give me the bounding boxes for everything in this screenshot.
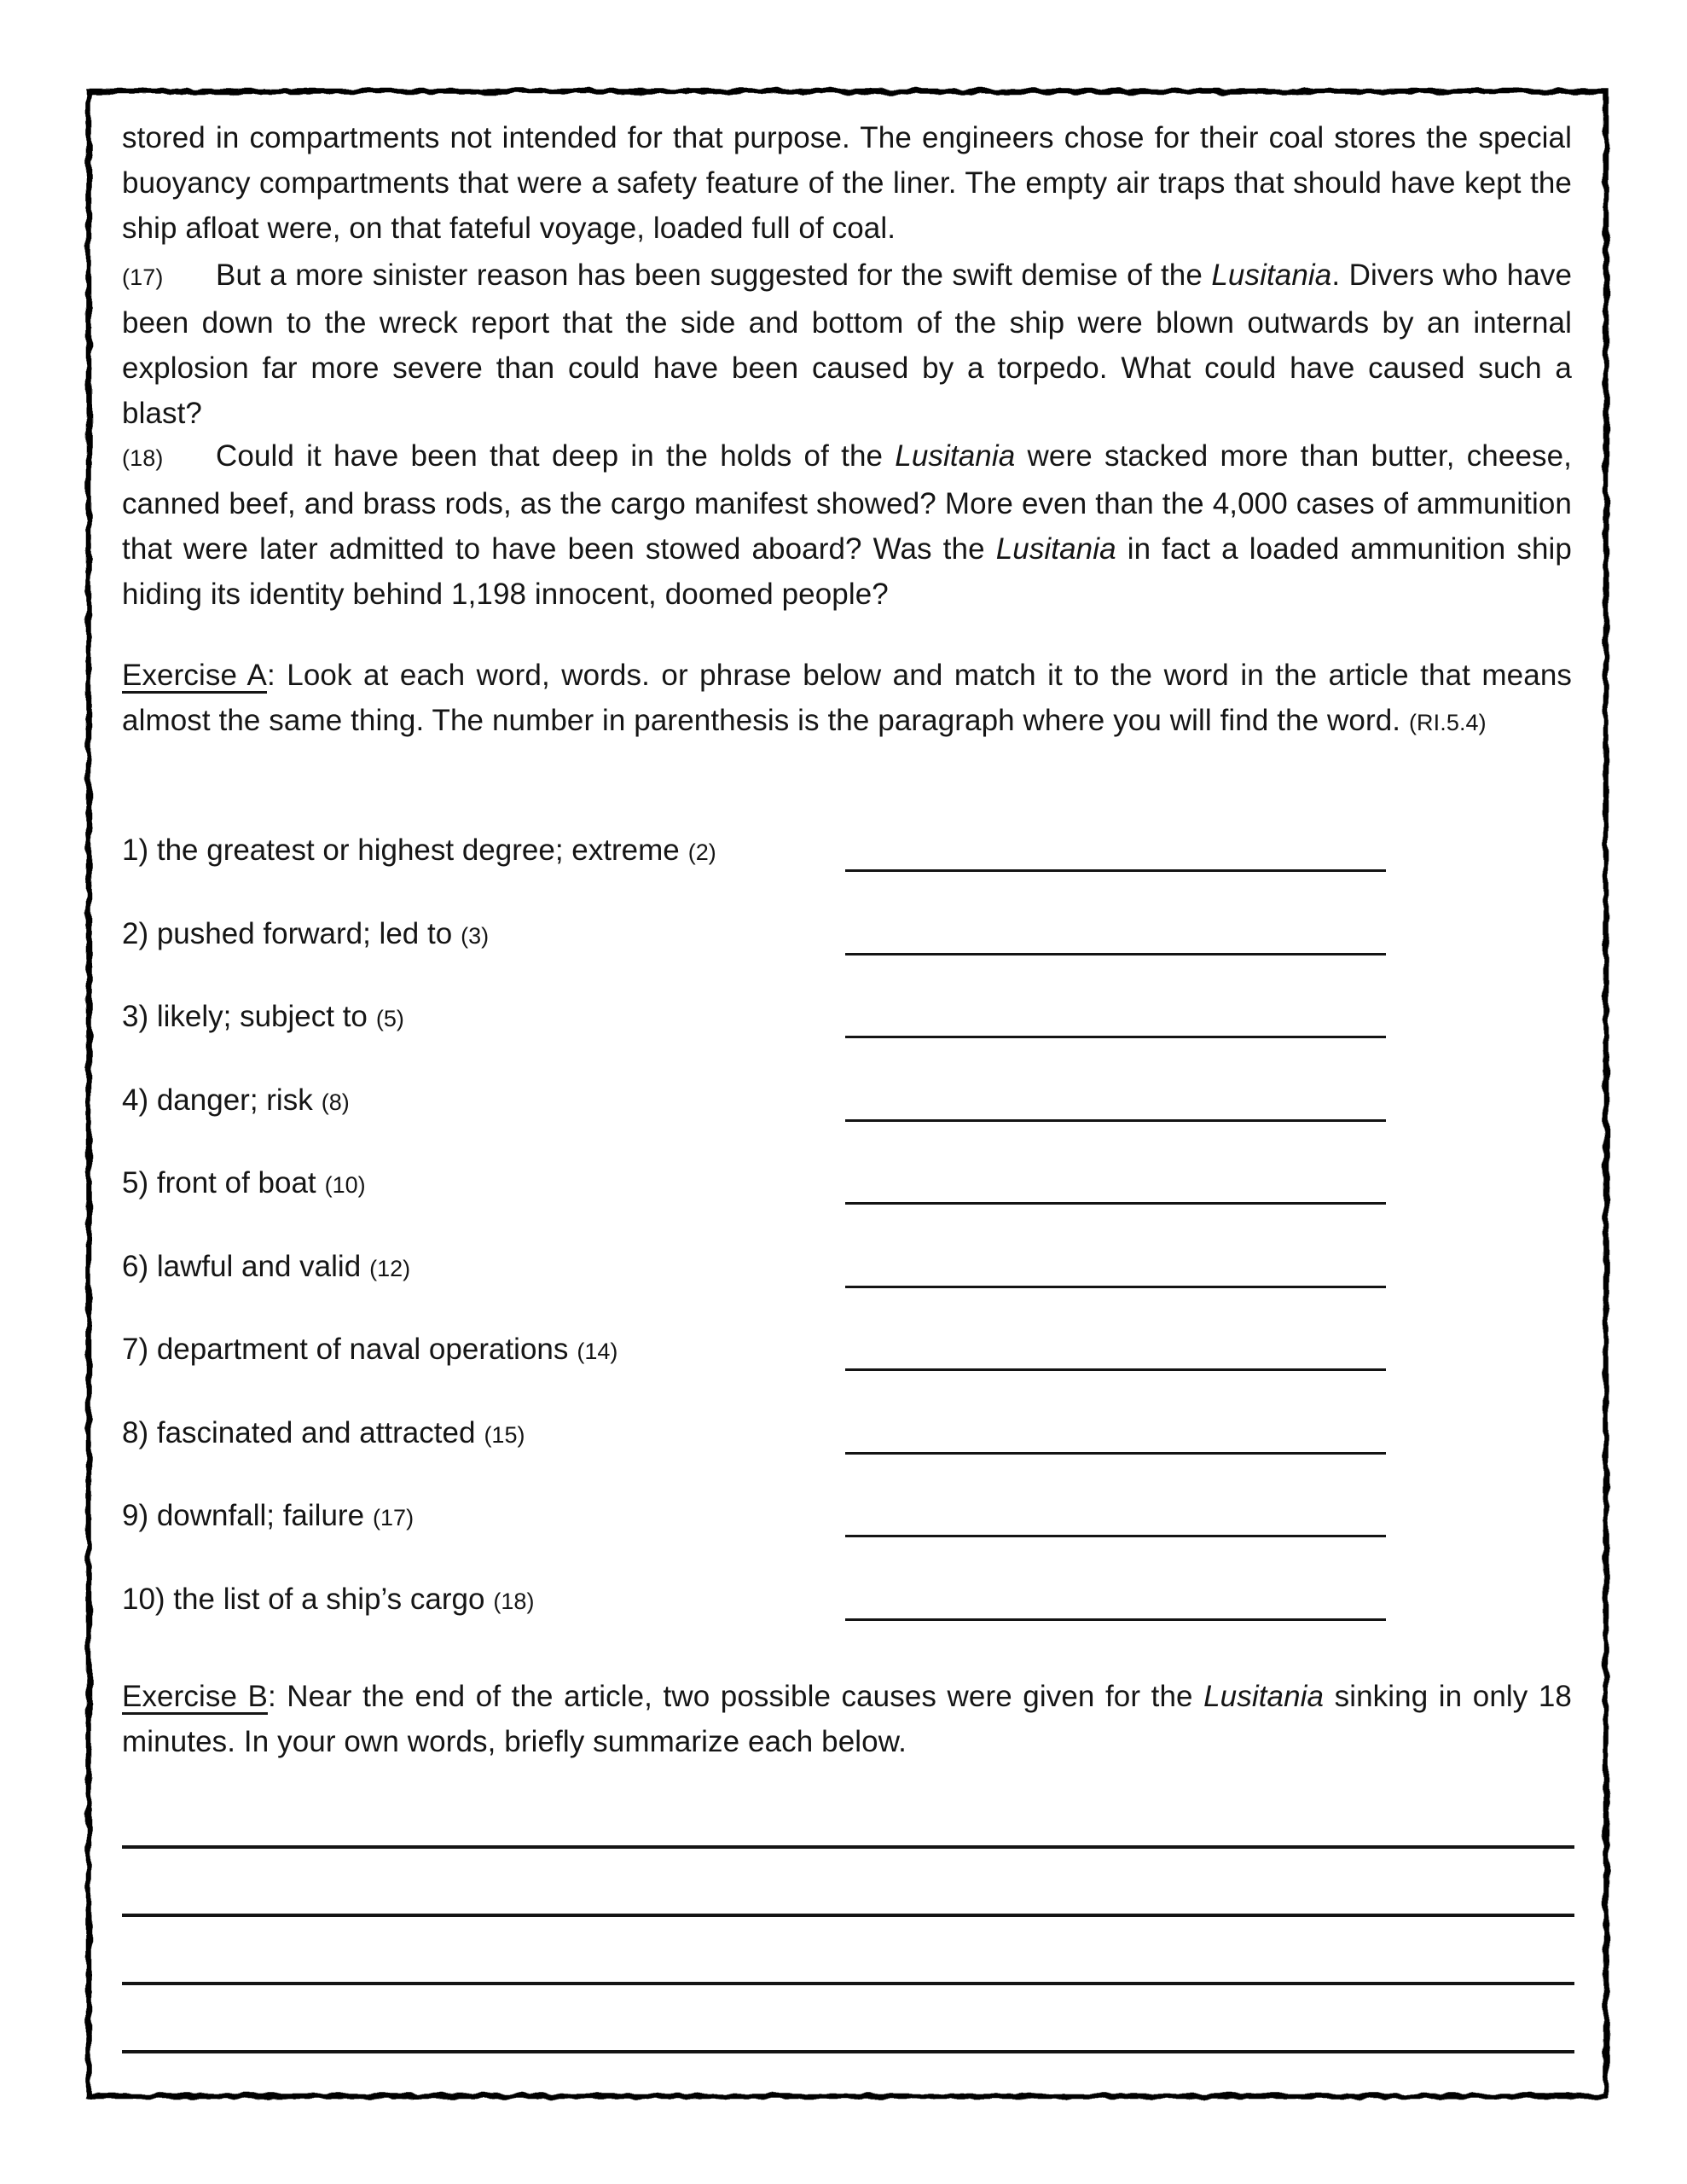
text-segment: Lusitania [1211, 258, 1332, 292]
item-paragraph-ref: (18) [493, 1588, 535, 1614]
text-segment: (17) [122, 264, 164, 290]
answer-blank-line [845, 994, 1386, 1038]
exercise-a-item [122, 1410, 1572, 1455]
answer-blank-line [845, 1077, 1386, 1122]
item-paragraph-ref: (3) [461, 922, 490, 949]
answer-blank-line [845, 1493, 1386, 1537]
item-label: 7) department of naval operations [122, 1333, 569, 1366]
item-label: 9) downfall; failure [122, 1499, 365, 1532]
exercise-a-item [122, 828, 1572, 873]
exercise-a-item [122, 1244, 1572, 1289]
item-label: 10) the list of a ship’s cargo [122, 1582, 485, 1616]
item-label: 5) front of boat [122, 1166, 316, 1199]
answer-blank-line [845, 1244, 1386, 1288]
exercise-a-item [122, 1577, 1572, 1622]
article-paragraph-17 [122, 253, 1572, 436]
text-segment: Could it have been that deep in the holds of the [216, 439, 896, 473]
item-paragraph-ref: (5) [375, 1006, 404, 1031]
writing-line [122, 1982, 1574, 1985]
text-segment: : Look at each word, words. or phrase below and match it to the word in the article that means almost the same thing. The number in parenthesis is the paragraph where you will find the word. [122, 659, 1572, 737]
text-segment: Lusitania [1203, 1680, 1325, 1713]
item-label: 1) the greatest or highest degree; extreme [122, 834, 680, 867]
answer-blank-line [845, 1160, 1386, 1205]
exercise-a-item [122, 1493, 1572, 1538]
exercise-b-instructions [122, 1674, 1572, 1764]
text-segment: . Divers who have been down to the wreck report that the side and bottom of the ship were blown outwards by an internal explosion far more severe than could have been caused by a torpedo. What could have caused such a blast? [122, 258, 1573, 430]
text-segment: : Near the end of the article, two possible causes were given for the [267, 1680, 1204, 1713]
text-segment: in fact a loaded ammunition ship hiding its identity behind 1,198 innocent, doomed people? [122, 532, 1572, 611]
text-segment: Lusitania [995, 532, 1116, 566]
item-label: 4) danger; risk [122, 1083, 313, 1117]
exercise-a-item [122, 1160, 1572, 1205]
item-paragraph-ref: (8) [321, 1089, 350, 1115]
item-paragraph-ref: (15) [484, 1421, 525, 1448]
article-paragraph-continuation [122, 115, 1572, 251]
exercise-a-item [122, 994, 1572, 1039]
writing-line [122, 1914, 1574, 1917]
text-segment: But a more sinister reason has been suggested for the swift demise of the [216, 258, 1212, 292]
item-paragraph-ref: (14) [577, 1339, 618, 1364]
text-segment: were stacked more than butter, cheese, canned beef, and brass rods, as the cargo manifest showed? More even than the 4,000 cases of ammunition that were later admitted to have been stowed aboard? Was the [122, 439, 1572, 566]
writing-line [122, 2050, 1574, 2053]
item-paragraph-ref: (17) [373, 1505, 415, 1531]
item-label: 6) lawful and valid [122, 1249, 362, 1283]
text-segment: (RI.5.4) [1408, 710, 1487, 735]
text-segment: Exercise A [122, 659, 267, 692]
text-segment: Lusitania [895, 439, 1016, 473]
answer-blank-line [845, 911, 1386, 956]
exercise-a-item [122, 911, 1572, 956]
exercise-a-item [122, 1327, 1572, 1372]
answer-blank-line [845, 1577, 1386, 1621]
text-segment: sinking in only 18 minutes. In your own words, briefly summarize each below. [122, 1680, 1572, 1758]
exercise-a-instructions [122, 653, 1572, 746]
answer-blank-line [845, 1327, 1386, 1371]
answer-blank-line [845, 828, 1386, 872]
text-segment: Exercise B [122, 1680, 268, 1713]
answer-blank-line [845, 1410, 1386, 1455]
item-paragraph-ref: (2) [687, 839, 716, 865]
item-label: 2) pushed forward; led to [122, 916, 453, 950]
item-label: 3) likely; subject to [122, 1000, 368, 1033]
item-label: 8) fascinated and attracted [122, 1415, 476, 1449]
item-paragraph-ref: (10) [324, 1172, 366, 1198]
text-segment: (18) [122, 445, 164, 471]
writing-line [122, 1845, 1574, 1849]
item-paragraph-ref: (12) [369, 1255, 411, 1281]
article-paragraph-18 [122, 433, 1572, 617]
text-segment: stored in compartments not intended for that purpose. The engineers chose for their coal stores the special buoyancy compartments that were a safety feature of the liner. The empty air traps that should have kept the ship afloat were, on that fateful voyage, loaded full of coal. [122, 121, 1572, 245]
exercise-a-item [122, 1077, 1572, 1123]
